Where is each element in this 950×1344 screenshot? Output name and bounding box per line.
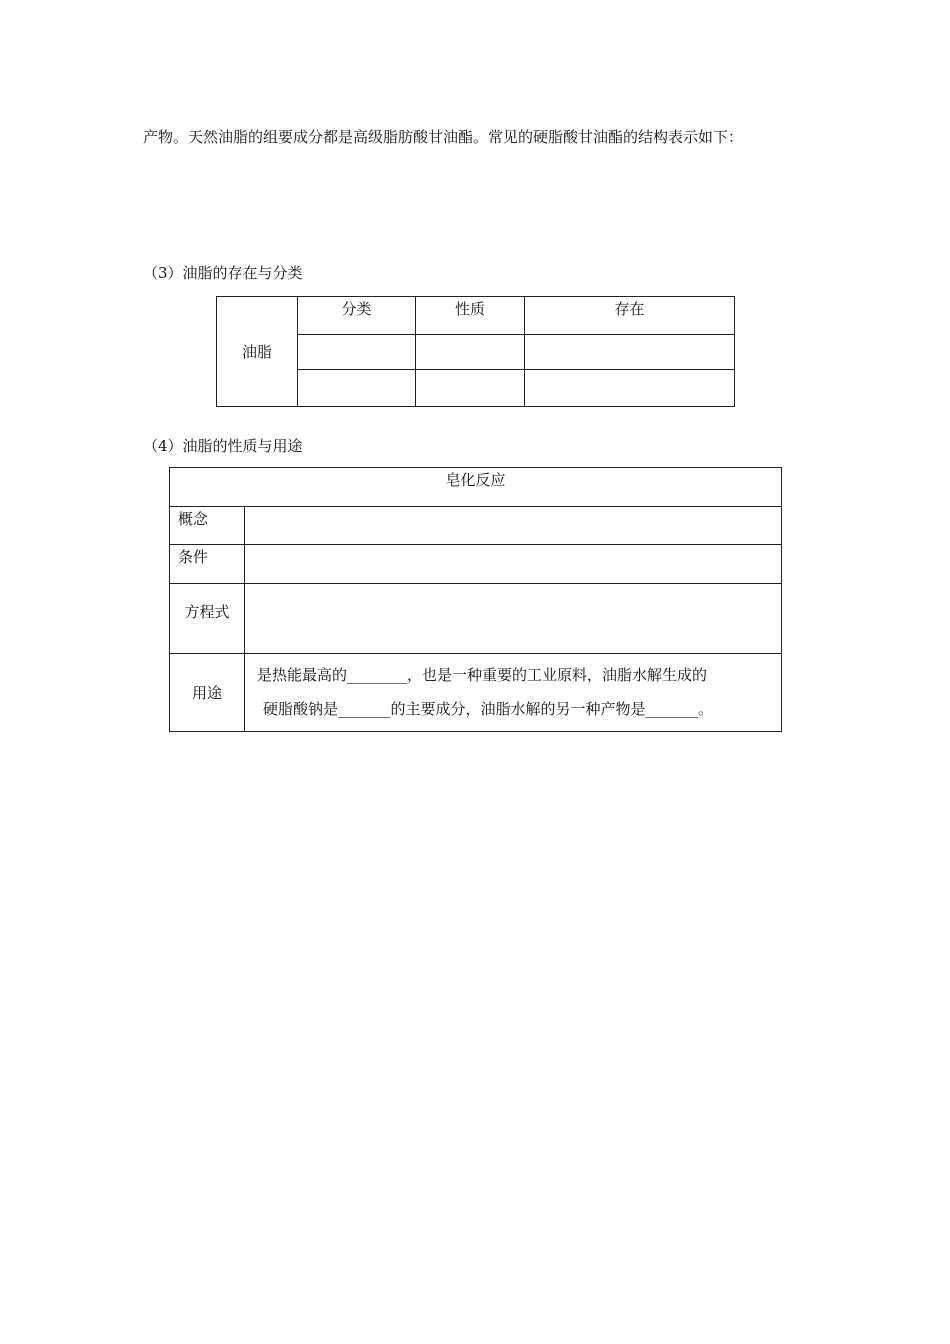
table-row (170, 654, 782, 732)
row-label-use: 用途 (170, 654, 245, 732)
equation-cell[interactable] (245, 584, 782, 654)
saponification-table (169, 467, 782, 732)
use-text-line-1: 是热能最高的________，也是一种重要的工业原料，油脂水解生成的 (257, 666, 708, 684)
intro-text: 产物。天然油脂的组要成分都是高级脂肪酸甘油酯。常见的硬脂酸甘油酯的结构表示如下： (143, 128, 744, 146)
table-cell[interactable] (298, 335, 416, 370)
table-cell[interactable] (416, 370, 525, 407)
row-label-condition: 条件 (170, 545, 245, 584)
table-row (170, 507, 782, 545)
row-label-concept: 概念 (170, 507, 245, 545)
use-cell (245, 654, 782, 732)
table-cell[interactable] (525, 335, 735, 370)
table-cell[interactable] (416, 335, 525, 370)
use-text-line-2: 硬脂酸钠是_______的主要成分，油脂水解的另一种产物是_______。 (263, 700, 714, 718)
concept-cell[interactable] (245, 507, 782, 545)
header-existence: 存在 (525, 297, 735, 335)
row-label-oil: 油脂 (217, 297, 298, 407)
table-row (170, 545, 782, 584)
section-4-heading: （4）油脂的性质与用途 (143, 437, 303, 455)
table-title-row (170, 468, 782, 507)
table-cell[interactable] (298, 370, 416, 407)
row-label-equation: 方程式 (170, 584, 245, 654)
table-title: 皂化反应 (170, 468, 782, 507)
condition-cell[interactable] (245, 545, 782, 584)
header-classification: 分类 (298, 297, 416, 335)
oil-classification-table (216, 296, 735, 407)
table-row (170, 584, 782, 654)
section-3-heading: （3）油脂的存在与分类 (143, 264, 303, 282)
table-cell[interactable] (525, 370, 735, 407)
table-header-row (217, 297, 735, 335)
header-property: 性质 (416, 297, 525, 335)
